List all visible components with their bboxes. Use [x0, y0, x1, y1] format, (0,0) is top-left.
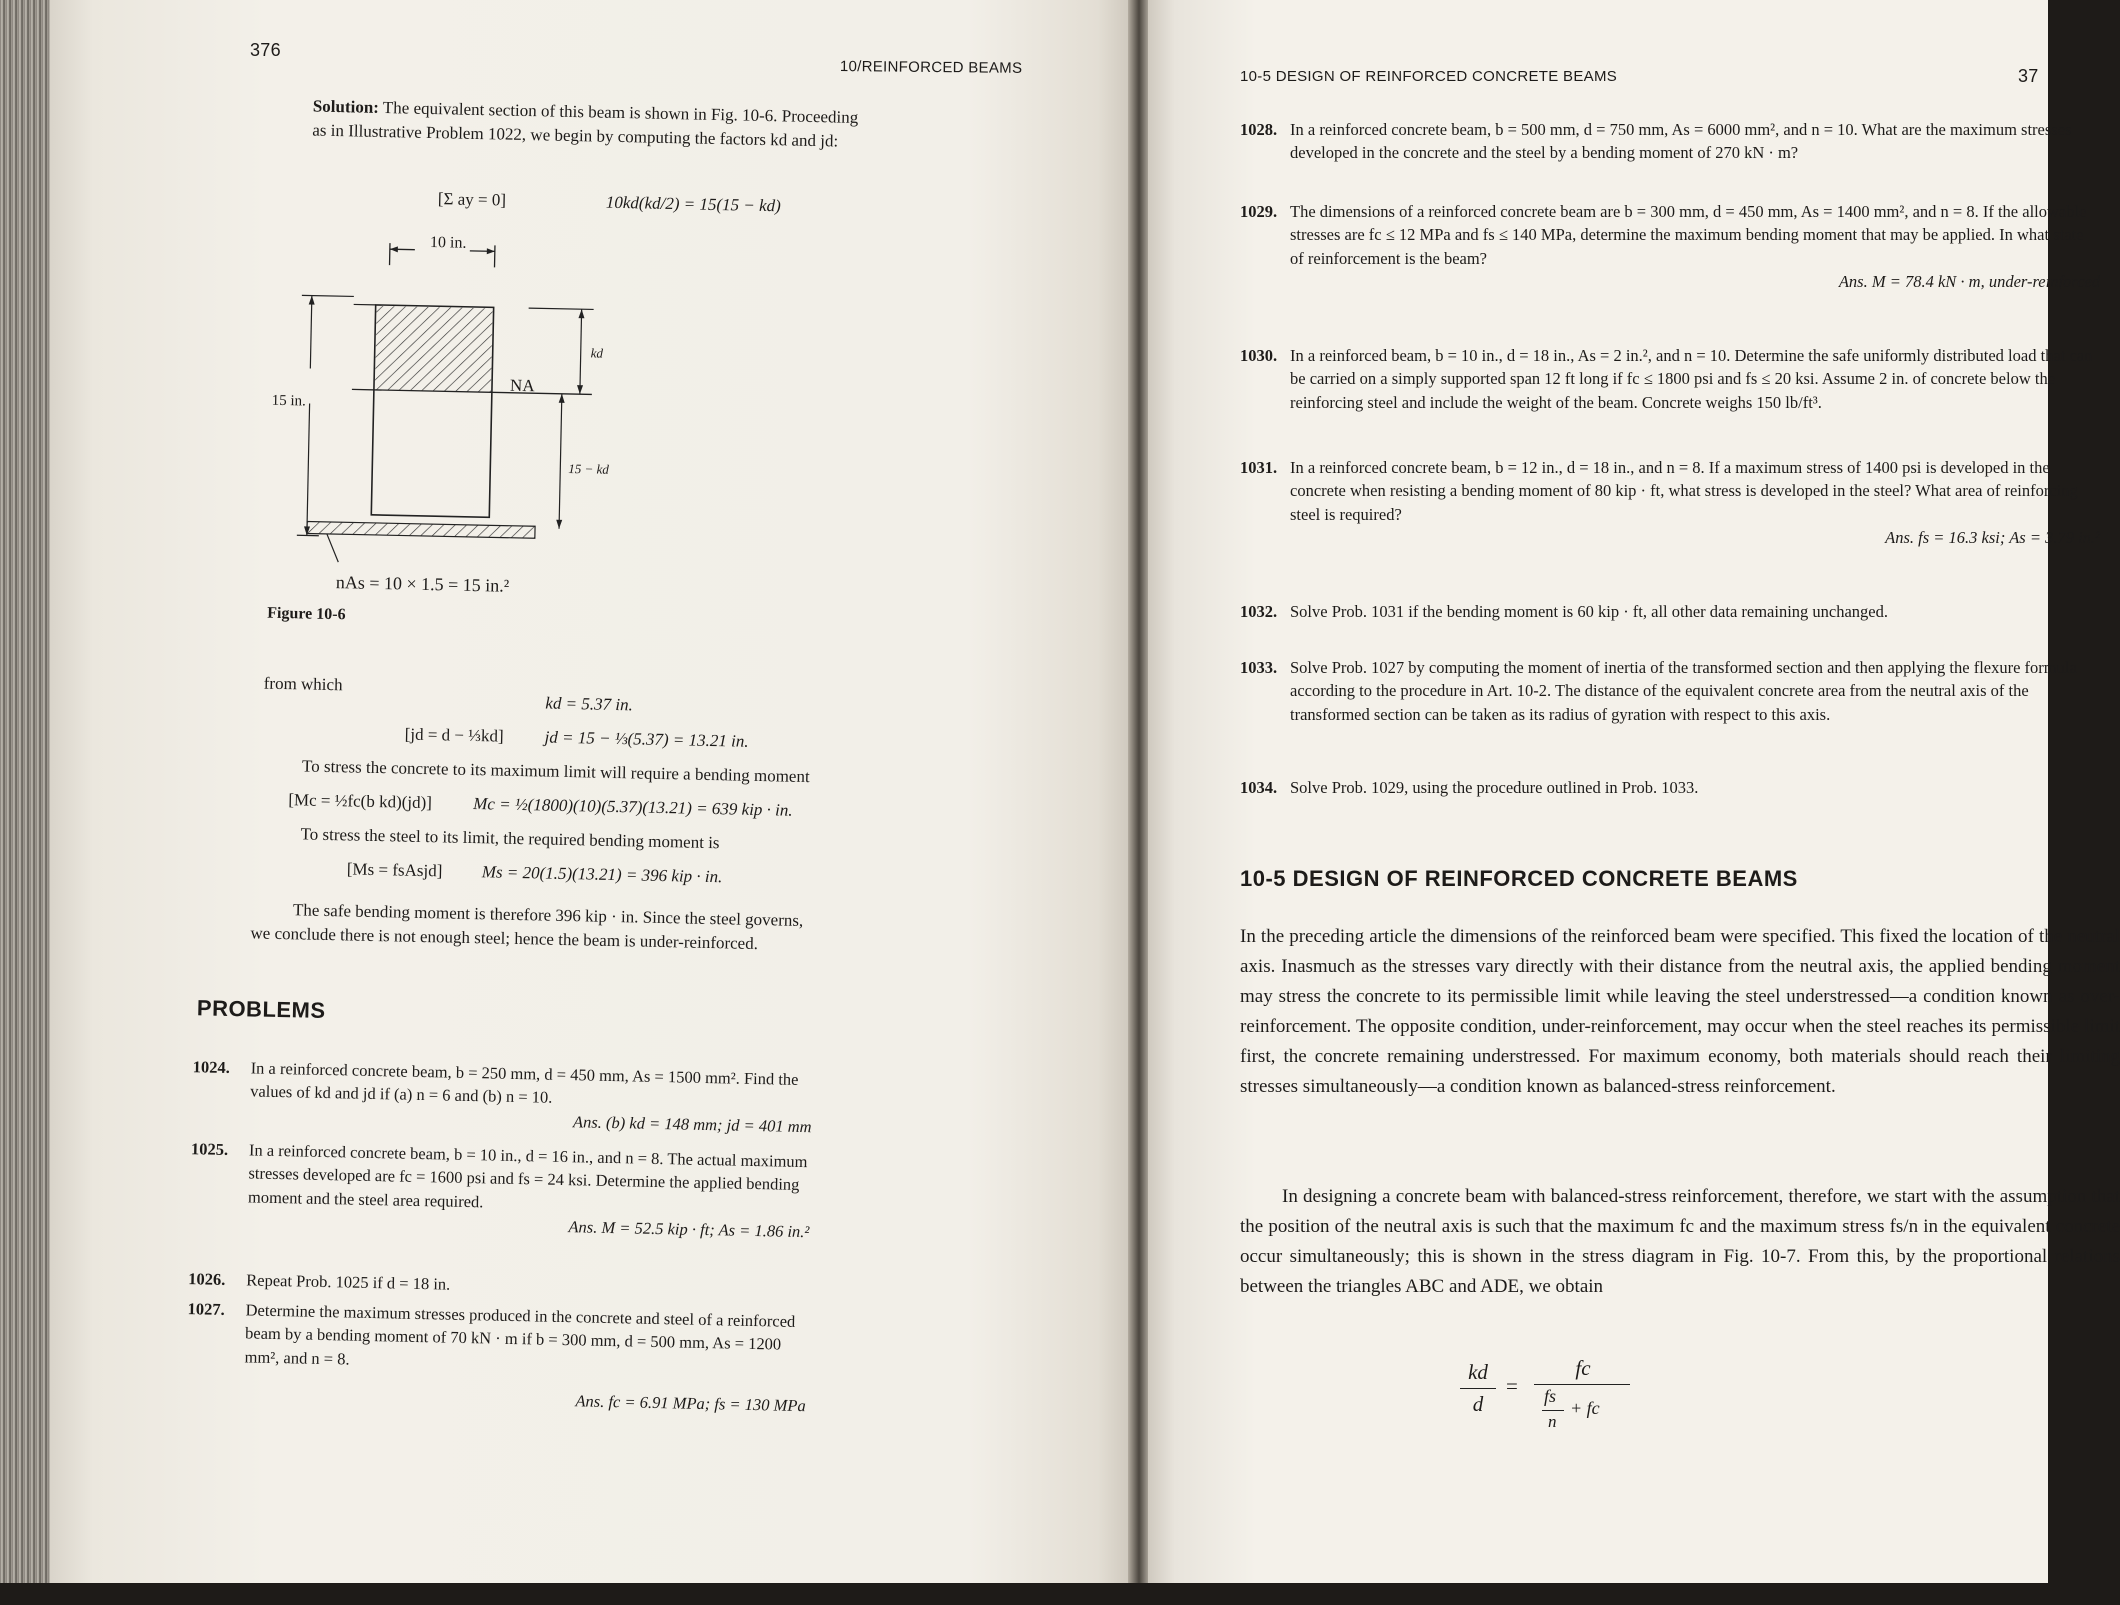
- page-number: 376: [250, 40, 281, 61]
- label-steel-area: nAs = 10 × 1.5 = 15 in.²: [336, 572, 510, 597]
- solution-intro-2: as in Illustrative Problem 1022, we begin by computing the factors kd and jd:: [312, 118, 838, 155]
- formula-fraction-bar-inner: [1542, 1410, 1564, 1411]
- running-head: 10/REINFORCED BEAMS: [840, 58, 1023, 77]
- formula-fraction-bar-left: [1460, 1388, 1496, 1389]
- problem-1025: 1025. In a reinforced concrete beam, b = 10 in., d = 16 in., and n = 8. The actual maximum stresses developed are fc = 1600 psi and fs = 24 ksi. Determine the applied bending moment and the steel area required. Ans. M = 52.5 kip · ft; As = 1.86 in.²: [189, 1137, 811, 1244]
- problem-1028: 1028. In a reinforced concrete beam, b = 500 mm, d = 750 mm, As = 6000 mm², and n = 10. What are the maximum stresses developed in the concrete and the steel by a bending moment of 270 kN · m?: [1240, 118, 2100, 165]
- paragraph-1: In the preceding article the dimensions of the reinforced beam were specified. This fixed the location of the neutral axis. Inasmuch as the stresses vary directly with their distance from the neutral axis, the applied bending moment may stress the concrete to its permissible limit while leaving the steel understressed—a condition known as over-reinforcement. The opposite condition, under-reinforcement, may occur when the steel reaches its permissible limit first, the concrete remaining understressed. For maximum economy, both materials should reach their limiting stresses simultaneously—a condition known as balanced-stress reinforcement.: [1240, 922, 2120, 1102]
- figure-caption: Figure 10-6: [267, 605, 346, 625]
- problem-1024: 1024. In a reinforced concrete beam, b = 250 mm, d = 450 mm, As = 1500 mm². Find the values of kd and jd if (a) n = 6 and (b) n = 10. Ans. (b) kd = 148 mm; jd = 401 mm: [191, 1055, 812, 1138]
- problem-1027: 1027. Determine the maximum stresses produced in the concrete and steel of a reinforced beam by a bending moment of 70 kN · m if b = 300 mm, d = 500 mm, As = 1200 mm², and n = 8. Ans. fc = 6.91 MPa; fs = 130 MPa: [186, 1297, 808, 1418]
- formula-plus-fc: + fc: [1570, 1398, 1600, 1419]
- problem-1031: 1031. In a reinforced concrete beam, b = 12 in., d = 18 in., and n = 8. If a maximum stress of 1400 psi is developed in the concrete when resisting a bending moment of 80 kip · ft, what stress is developed in the steel? What area of reinforcing steel is required? Ans. fs = 16.3 ksi; As = 3.79 in.²: [1240, 456, 2100, 550]
- steel-leader-line: [326, 534, 339, 562]
- formula-d: d: [1460, 1392, 1496, 1417]
- section-heading: 10-5 DESIGN OF REINFORCED CONCRETE BEAMS: [1240, 866, 1798, 892]
- label-10-in: 10 in.: [430, 234, 467, 253]
- eq-kd: kd = 5.37 in.: [545, 691, 633, 718]
- eq-jd-body: jd = 15 − ⅓(5.37) = 13.21 in.: [544, 725, 748, 755]
- formula-kd: kd: [1460, 1360, 1496, 1385]
- paragraph-2: In designing a concrete beam with balanced-stress reinforcement, therefore, we start with the assumption that the position of the neutral axis is such that the maximum fc and the maximum stress fs/n in the equivalent concrete occur simultaneously; this is shown in the stress diagram in Fig. 10-7. From this, by the proportional relations between the triangles ABC and ADE, we obtain: [1240, 1182, 2120, 1302]
- formula-n: n: [1548, 1412, 1557, 1432]
- eq-ms-body: Ms = 20(1.5)(13.21) = 396 kip · in.: [482, 859, 723, 890]
- height-dimension-arrow: [297, 295, 354, 536]
- running-head: 10-5 DESIGN OF REINFORCED CONCRETE BEAMS: [1240, 68, 1617, 85]
- label-na: NA: [510, 376, 535, 397]
- line-stress-steel: To stress the steel to its limit, the required bending moment is: [300, 821, 719, 855]
- page-number: 37: [2018, 66, 2039, 87]
- conclusion-2: we conclude there is not enough steel; hence the beam is under-reinforced.: [250, 920, 758, 956]
- compression-zone: [375, 306, 493, 392]
- balanced-stress-formula: [1460, 1352, 1710, 1442]
- problem-1033: 1033. Solve Prob. 1027 by computing the moment of inertia of the transformed section and then applying the flexure formula according to the procedure in Art. 10-2. The distance of the equivalent concrete area from the neutral axis of the transformed section can be taken as its radius of gyration with respect to this axis.: [1240, 656, 2100, 726]
- formula-fs: fs: [1544, 1386, 1556, 1407]
- left-page-content: [17, 0, 1130, 1605]
- steel-strip: [307, 521, 535, 538]
- conclusion-1: The safe bending moment is therefore 396 kip · in. Since the steel governs,: [293, 897, 804, 933]
- problem-1030: 1030. In a reinforced beam, b = 10 in., d = 18 in., As = 2 in.², and n = 10. Determine the safe uniformly distributed load that can be carried on a simply supported span 12 ft long if fc ≤ 1800 psi and fs ≤ 20 ksi. Assume 2 in. of concrete below the reinforcing steel and include the weight of the beam. Concrete weighs 150 lb/ft³.: [1240, 344, 2100, 414]
- problem-1029: 1029. The dimensions of a reinforced concrete beam are b = 300 mm, d = 450 mm, As = 1400 mm², and n = 8. If the allowable stresses are fc ≤ 12 MPa and fs ≤ 140 MPa, determine the maximum bending moment that may be applied. In what state of reinforcement is the beam? Ans. M = 78.4 kN · m, under-reinforced: [1240, 200, 2100, 294]
- line-stress-concrete: To stress the concrete to its maximum limit will require a bending moment: [302, 753, 810, 789]
- label-15-kd: 15 − kd: [568, 461, 609, 478]
- 15-kd-dimension-arrow: [556, 394, 565, 529]
- problem-1026: 1026. Repeat Prob. 1025 if d = 18 in.: [188, 1267, 808, 1303]
- label-kd: kd: [591, 345, 604, 361]
- kd-dimension-arrow: [527, 308, 594, 394]
- problem-1032: 1032. Solve Prob. 1031 if the bending moment is 60 kip · ft, all other data remaining unchanged.: [1240, 600, 2100, 623]
- from-which: from which: [263, 671, 342, 698]
- eq1-label: [Σ ay = 0]: [438, 186, 507, 213]
- eq1-body: 10kd(kd/2) = 15(15 − kd): [606, 190, 781, 219]
- right-page: [1148, 0, 2048, 1583]
- eq-ms-label: [Ms = fsAsjd]: [347, 856, 443, 883]
- label-15-in: 15 in.: [271, 393, 306, 411]
- problem-1034: 1034. Solve Prob. 1029, using the procedure outlined in Prob. 1033.: [1240, 776, 2100, 799]
- left-page: [50, 0, 1130, 1583]
- solution-intro-1: The equivalent section of this beam is shown in Fig. 10-6. Proceeding: [383, 98, 859, 127]
- problems-heading: PROBLEMS: [197, 995, 326, 1024]
- formula-fraction-bar-right: [1534, 1384, 1630, 1385]
- eq-mc-body: Mc = ½(1800)(10)(5.37)(13.21) = 639 kip · in.: [473, 791, 793, 823]
- eq-mc-label: [Mc = ½fc(b kd)(jd)]: [288, 787, 432, 816]
- solution-label: Solution:: [313, 97, 380, 117]
- formula-fc: fc: [1538, 1356, 1628, 1381]
- formula-equals: =: [1506, 1374, 1518, 1399]
- eq-jd-label: [jd = d − ⅓kd]: [404, 722, 503, 750]
- book-gutter: [1128, 0, 1150, 1583]
